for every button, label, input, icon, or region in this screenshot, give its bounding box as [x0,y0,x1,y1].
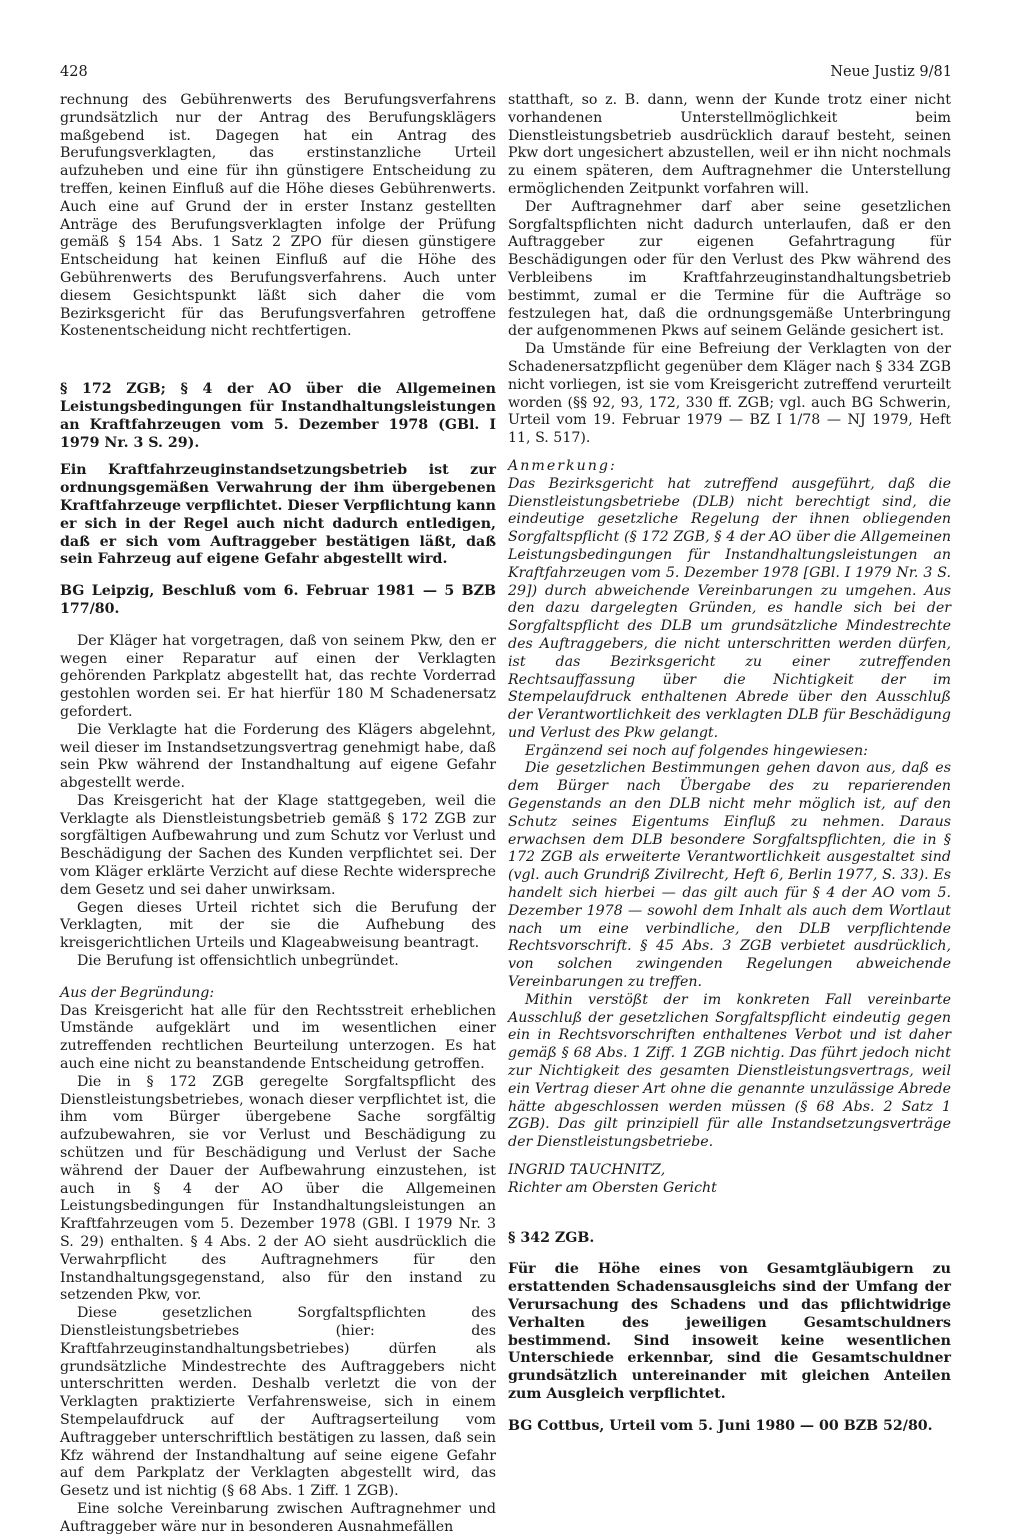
paragraph: Die in § 172 ZGB geregelte Sorgfaltspflicht des Dienstleistungsbetriebes, wonach dieser verpflichtet ist, die ihm vom Bürger übergebene Sache sorgfältig aufzubewahren, sie vor Verlust und Beschädigung zu schützen und für Beschädigung und Verlust der Sache während der Dauer der Aufbewahrung einzustehen, ist auch in § 4 der AO über die Allgemeinen Leistungsbedingungen für Instandhaltungsleistungen an Kraftfahrzeugen vom 5. Dezember 1978 (GBl. I 1979 Nr. 3 S. 29) enthalten. § 4 Abs. 2 der AO sieht ausdrücklich die Verwahrpflicht des Auftragnehmers für den Instandhaltungsgegenstand, also für den instand zu setzenden Pkw, vor. [60,1073,496,1304]
paragraph: Da Umstände für eine Befreiung der Verklagten von der Schadenersatzpflicht gegenüber dem Kläger nach § 334 ZGB nicht vorliegen, ist sie vom Kreisgericht zutreffend verurteilt worden (§§ 92, 93, 172, 330 ff. ZGB; vgl. auch BG Schwerin, Urteil vom 19. Februar 1979 — BZ I 1/78 — NJ 1979, Heft 11, S. 517). [508,341,951,447]
paragraph: statthaft, so z. B. dann, wenn der Kunde trotz einer nicht vorhandenen Unterstellmöglichkeit beim Dienstleistungsbetrieb ausdrücklich darauf besteht, seinen Pkw dort ungesichert abzustellen, weil er ihn nicht nochmals zu einem späteren, dem Auftragnehmer die Unterstellung ermöglichenden Zeitpunkt vorfahren will. [508,92,951,197]
reasoning-heading: Aus der Begründung: [60,984,215,1001]
left-column [60,92,496,1537]
decision-citation: BG Leipzig, Beschluß vom 6. Februar 1981 — 5 BZB 177/80. [60,583,496,617]
annotation-paragraph: Mithin verstößt der im konkreten Fall vereinbarte Ausschluß der gesetzlichen Sorgfaltspflicht eindeutig gegen ein in Rechtsvorschriften enthaltenes Verbot und ist daher gemäß § 68 Abs. 1 Ziff. 1 ZGB nichtig. Das führt jedoch nicht zur Nichtigkeit des gesamten Dienstleistungsvertrags, weil ein Vertrag dieser Art ohne die genannte unzulässige Abrede hätte abgeschlossen werden müssen (§ 68 Abs. 2 Satz 1 ZGB). Das gilt prinzipiell für alle Instandsetzungsverträge der Dienstleistungsbetriebe. [508,991,951,1151]
annotation-heading: Anmerkung: [508,457,617,474]
signature-name: INGRID TAUCHNITZ, [508,1162,666,1179]
decision-citation: BG Cottbus, Urteil vom 5. Juni 1980 — 00 BZB 52/80. [508,1417,933,1434]
annotation-paragraph: Das Bezirksgericht hat zutreffend ausgeführt, daß die Dienstleistungsbetriebe (DLB) nicht berechtigt sind, die eindeutige gesetzliche Regelung der ihnen obliegenden Sorgfaltspflicht (§ 172 ZGB, § 4 der AO über die Allgemeinen Leistungsbedingungen für Instandhaltungsleistungen an Kraftfahrzeugen vom 5. Dezember 1978 [GBl. I 1979 Nr. 3 S. 29]) durch abweichende Vereinbarungen zu umgehen. Aus den dazu dargelegten Gründen, es handle sich bei der Sorgfaltspflicht des DLB um grundsätzliche Mindestrechte des Auftraggebers, die nicht unterschritten werden dürfen, ist das Bezirksgericht zu einer zutreffenden Rechtsauffassung über die Nichtigkeit der im Stempelaufdruck enthaltenen Abrede über den Ausschluß der Verantwortlichkeit des verklagten DLB für Beschädigung und Verlust des Pkw gelangt. [508,475,951,741]
paragraph: Gegen dieses Urteil richtet sich die Berufung der Verklagten, mit der sie die Aufhebung des kreisgerichtlichen Urteils und Klageabweisung beantragt. [60,899,496,952]
right-column [508,92,951,1436]
section-heading: § 172 ZGB; § 4 der AO über die Allgemeinen Leistungsbedingungen für Instandhaltungsleistungen an Kraftfahrzeugen vom 5. Dezember 1978 (GBl. I 1979 Nr. 3 S. 29). [60,381,496,451]
section-headnote: Für die Höhe eines von Gesamtgläubigern zu erstattenden Schadensausgleichs sind der Umfang der Verursachung des Schadens und das pflichtwidrige Verhalten des jeweiligen Gesamtschuldners bestimmend. Sind insoweit keine wesentlichen Unterschiede erkennbar, sind die Gesamtschuldner grundsätzlich untereinander mit gleichen Anteilen zum Ausgleich verpflichtet. [508,1261,951,1402]
annotation-paragraph: Die gesetzlichen Bestimmungen gehen davon aus, daß es dem Bürger nach Übergabe des zu reparierenden Gegenstands an den DLB nicht mehr möglich ist, auf den Schutz seines Eigentums Einfluß zu nehmen. Daraus erwachsen dem DLB besondere Sorgfaltspflichten, die in § 172 ZGB als erweiterte Verantwortlichkeit ausgestaltet sind (vgl. auch Grundriß Zivilrecht, Heft 6, Berlin 1977, S. 33). Es handelt sich hierbei — das gilt auch für § 4 der AO vom 5. Dezember 1978 — sowohl dem Inhalt als auch dem Wortlaut nach um eine verbindliche, den DLB verpflichtende Rechtsvorschrift. § 45 Abs. 3 ZGB verbietet ausdrücklich, von solchen zwingenden Regelungen abweichende Vereinbarungen zu treffen. [508,760,951,991]
page-number: 428 [60,64,88,80]
annotation-paragraph: Ergänzend sei noch auf folgendes hingewiesen: [525,742,868,759]
section-heading: § 342 ZGB. [508,1229,595,1246]
paragraph: Der Kläger hat vorgetragen, daß von seinem Pkw, den er wegen einer Reparatur auf einen der Verklagten gehörenden Parkplatz abgestellt hat, das rechte Vorderrad gestohlen worden sei. Er hat hierfür 180 M Schadenersatz gefordert. [60,632,496,720]
paragraph: Das Kreisgericht hat der Klage stattgegeben, weil die Verklagte als Dienstleistungsbetrieb gemäß § 172 ZGB zur sorgfältigen Aufbewahrung und zum Schutz vor Verlust und Beschädigung der Sachen des Kunden verpflichtet sei. Der vom Kläger erklärte Verzicht auf diese Rechte widerspreche dem Gesetz und sei daher unwirksam. [60,792,496,898]
paragraph: Der Auftragnehmer darf aber seine gesetzlichen Sorgfaltspflichten nicht dadurch unterlaufen, daß er den Auftraggeber zur eigenen Gefahrtragung für Beschädigungen oder für den Verlust des Pkw während des Verbleibens im Kraftfahrzeuginstandhaltungsbetrieb bestimmt, zumal er die Termine für die Aufträge so festzulegen hat, daß die ordnungsgemäße Unterbringung der aufgenommenen Pkws auf seinem Gelände gesichert ist. [508,198,951,340]
section-headnote: Ein Kraftfahrzeuginstandsetzungsbetrieb ist zur ordnungsgemäßen Verwahrung der ihm übergebenen Kraftfahrzeuge verpflichtet. Dieser Verpflichtung kann er sich in der Regel auch nicht dadurch entledigen, daß er sich vom Auftraggeber bestätigen läßt, daß sein Fahrzeug auf eigene Gefahr abgestellt wird. [60,462,496,568]
paragraph: Eine solche Vereinbarung zwischen Auftragnehmer und Auftraggeber wäre nur in besonderen Ausnahmefällen [60,1500,496,1535]
journal-title: Neue Justiz 9/81 [830,64,952,80]
paragraph: rechnung des Gebührenwerts des Berufungsverfahrens grundsätzlich nur der Antrag des Berufungsklägers maßgebend ist. Dagegen hat ein Antrag des Berufungsverklagten, das erstinstanzliche Urteil aufzuheben und eine für ihn günstigere Entscheidung zu treffen, keinen Einfluß auf die Höhe dieses Gebührenwerts. Auch eine auf Grund der in erster Instanz gestellten Anträge des Berufungsverklagten infolge der Prüfung gemäß § 154 Abs. 1 Satz 2 ZPO für diesen günstigere Entscheidung hat keinen Einfluß auf die Höhe des Gebührenwerts des Berufungsverfahrens. Auch unter diesem Gesichtspunkt läßt sich daher die vom Bezirksgericht für das Berufungsverfahren getroffene Kostenentscheidung nicht rechtfertigen. [60,92,496,340]
paragraph: Das Kreisgericht hat alle für den Rechtsstreit erheblichen Umstände aufgeklärt und im wesentlichen einer zutreffenden rechtlichen Beurteilung unterzogen. Es hat auch eine nicht zu beanstandende Entscheidung getroffen. [60,1002,496,1073]
paragraph: Die Verklagte hat die Forderung des Klägers abgelehnt, weil dieser im Instandsetzungsvertrag genehmigt habe, daß sein Pkw während der Instandhaltung auf eigene Gefahr abgestellt werde. [60,721,496,792]
paragraph: Die Berufung ist offensichtlich unbegründet. [77,953,399,970]
signature-title: Richter am Obersten Gericht [508,1179,717,1196]
paragraph: Diese gesetzlichen Sorgfaltspflichten des Dienstleistungsbetriebes (hier: des Kraftfahrzeuginstandhaltungsbetriebes) dürfen als grundsätzliche Mindestrechte des Auftraggebers nicht unterschritten werden. Deshalb verletzt die von der Verklagten praktizierte Verfahrensweise, sich in einem Stempelaufdruck auf der Auftragserteilung vom Auftraggeber unterschriftlich bestätigen zu lassen, daß sein Kfz während der Instandhaltung auf seine eigene Gefahr auf dem Parkplatz der Verklagten abgestellt wird, das Gesetz und ist nichtig (§ 68 Abs. 1 Ziff. 1 ZGB). [60,1305,496,1500]
